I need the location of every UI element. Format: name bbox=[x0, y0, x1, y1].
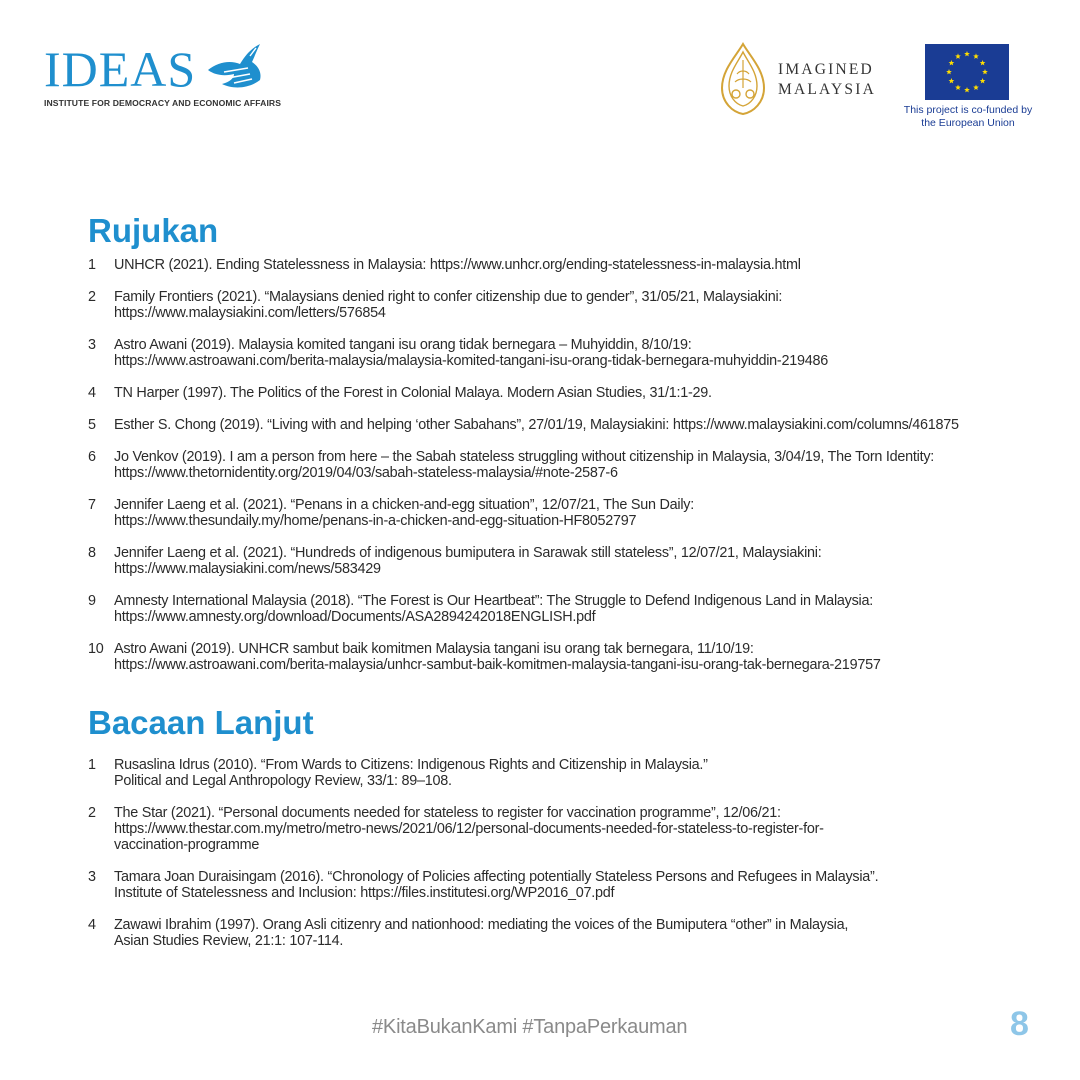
ideas-wordmark: IDEAS bbox=[44, 41, 197, 97]
reference-text-line: https://www.astroawani.com/berita-malaysia/unhcr-sambut-baik-komitmen-malaysia-tangani-isu-orang-tak-bernegara-219757 bbox=[114, 657, 881, 673]
footer-hashtags: #KitaBukanKami #TanpaPerkauman bbox=[372, 1016, 688, 1038]
reference-item bbox=[88, 497, 1048, 529]
reference-number: 4 bbox=[88, 917, 96, 933]
reference-number: 3 bbox=[88, 869, 96, 885]
reference-text-line: https://www.malaysiakini.com/letters/576854 bbox=[114, 305, 386, 321]
reference-text-line: Astro Awani (2019). Malaysia komited tangani isu orang tidak bernegara – Muhyiddin, 8/10/19: bbox=[114, 337, 692, 353]
reference-text-line: Rusaslina Idrus (2010). “From Wards to Citizens: Indigenous Rights and Citizenship in Malaysia.” bbox=[114, 757, 708, 773]
reference-text-line: vaccination-programme bbox=[114, 837, 260, 853]
reference-text-line: Amnesty International Malaysia (2018). “The Forest is Our Heartbeat”: The Struggle to Defend Indigenous Land in Malaysia: bbox=[114, 593, 873, 609]
reference-item bbox=[88, 869, 1048, 901]
reference-number: 3 bbox=[88, 337, 96, 353]
ideas-logo bbox=[44, 40, 284, 112]
eu-caption-line: This project is co-funded by bbox=[903, 104, 1033, 116]
reference-text-line: Astro Awani (2019). UNHCR sambut baik komitmen Malaysia tangani isu orang tak bernegara, 11/10/19: bbox=[114, 641, 754, 657]
eu-cofunding-caption bbox=[890, 104, 1046, 130]
reference-number: 2 bbox=[88, 289, 96, 305]
ideas-bird-icon bbox=[204, 40, 264, 92]
reference-text-line: Tamara Joan Duraisingam (2016). “Chronology of Policies affecting potentially Stateless Persons and Refugees in Malaysia”. bbox=[114, 869, 879, 885]
reference-number: 7 bbox=[88, 497, 96, 513]
reference-number: 1 bbox=[88, 257, 96, 273]
reference-text-line: Institute of Statelessness and Inclusion: https://files.institutesi.org/WP2016_07.pdf bbox=[114, 885, 615, 901]
reference-item bbox=[88, 337, 1048, 369]
eu-flag-icon bbox=[925, 44, 1009, 100]
reference-item bbox=[88, 449, 1048, 481]
imagined-line: IMAGINED bbox=[778, 61, 874, 78]
reference-item bbox=[88, 641, 1048, 673]
reference-text-line: https://www.astroawani.com/berita-malaysia/malaysia-komited-tangani-isu-orang-tidak-bernegara-muhyiddin-219486 bbox=[114, 353, 828, 369]
reference-item bbox=[88, 289, 1048, 321]
reference-item bbox=[88, 917, 1048, 949]
bacaan-lanjut-heading: Bacaan Lanjut bbox=[88, 704, 314, 741]
reference-number: 9 bbox=[88, 593, 96, 609]
reference-number: 2 bbox=[88, 805, 96, 821]
reference-item bbox=[88, 417, 1048, 433]
imagined-malaysia-wordmark bbox=[778, 60, 876, 100]
rujukan-list bbox=[88, 257, 1048, 689]
reference-item bbox=[88, 805, 1048, 853]
reference-text-line: https://www.thestar.com.my/metro/metro-news/2021/06/12/personal-documents-needed-for-stateless-to-register-for- bbox=[114, 821, 824, 837]
imagined-malaysia-logo bbox=[720, 42, 900, 118]
reference-text-line: Jennifer Laeng et al. (2021). “Hundreds of indigenous bumiputera in Sarawak still stateless”, 12/07/21, Malaysiakini: bbox=[114, 545, 822, 561]
reference-text-line: The Star (2021). “Personal documents needed for stateless to register for vaccination programme”, 12/06/21: bbox=[114, 805, 781, 821]
reference-text-line: https://www.malaysiakini.com/news/583429 bbox=[114, 561, 381, 577]
reference-item bbox=[88, 385, 1048, 401]
reference-item bbox=[88, 757, 1048, 789]
reference-item bbox=[88, 545, 1048, 577]
reference-text-line: https://www.amnesty.org/download/Documents/ASA2894242018ENGLISH.pdf bbox=[114, 609, 596, 625]
reference-text-line: Family Frontiers (2021). “Malaysians denied right to confer citizenship due to gender”, 31/05/21, Malaysiakini: bbox=[114, 289, 783, 305]
reference-item bbox=[88, 593, 1048, 625]
reference-number: 4 bbox=[88, 385, 96, 401]
reference-text-line: Asian Studies Review, 21:1: 107-114. bbox=[114, 933, 344, 949]
bacaan-lanjut-list bbox=[88, 757, 1048, 965]
malaysia-line: MALAYSIA bbox=[778, 81, 876, 99]
ideas-subtitle: INSTITUTE FOR DEMOCRACY AND ECONOMIC AFFAIRS bbox=[44, 98, 282, 108]
reference-text-line: Political and Legal Anthropology Review, 33/1: 89–108. bbox=[114, 773, 452, 789]
reference-text-line: Jennifer Laeng et al. (2021). “Penans in a chicken-and-egg situation”, 12/07/21, The Sun Daily: bbox=[114, 497, 694, 513]
reference-text-line: TN Harper (1997). The Politics of the Forest in Colonial Malaya. Modern Asian Studies, 31/1:1-29. bbox=[114, 385, 712, 401]
reference-number: 5 bbox=[88, 417, 96, 433]
reference-text-line: Jo Venkov (2019). I am a person from here – the Sabah stateless struggling without citizenship in Malaysia, 3/04/19, The Torn Identity: bbox=[114, 449, 935, 465]
reference-text-line: UNHCR (2021). Ending Statelessness in Malaysia: https://www.unhcr.org/ending-statelessness-in-malaysia.html bbox=[114, 257, 801, 273]
reference-text-line: https://www.thetornidentity.org/2019/04/03/sabah-stateless-malaysia/#note-2587-6 bbox=[114, 465, 618, 481]
reference-number: 8 bbox=[88, 545, 96, 561]
reference-number: 6 bbox=[88, 449, 96, 465]
reference-number: 1 bbox=[88, 757, 96, 773]
rujukan-heading: Rujukan bbox=[88, 212, 219, 249]
eu-caption-line: the European Union bbox=[921, 117, 1015, 130]
reference-item bbox=[88, 257, 1048, 273]
reference-number: 10 bbox=[88, 641, 104, 657]
wayang-kayon-icon bbox=[720, 42, 766, 116]
reference-text-line: https://www.thesundaily.my/home/penans-in-a-chicken-and-egg-situation-HF8052797 bbox=[114, 513, 637, 529]
reference-text-line: Esther S. Chong (2019). “Living with and helping ‘other Sabahans”, 27/01/19, Malaysiakini: https://www.malaysiakini.com/columns/461875 bbox=[114, 417, 959, 433]
page-number: 8 bbox=[1010, 1005, 1029, 1043]
reference-text-line: Zawawi Ibrahim (1997). Orang Asli citizenry and nationhood: mediating the voices of the Bumiputera “other” in Malaysia, bbox=[114, 917, 849, 933]
